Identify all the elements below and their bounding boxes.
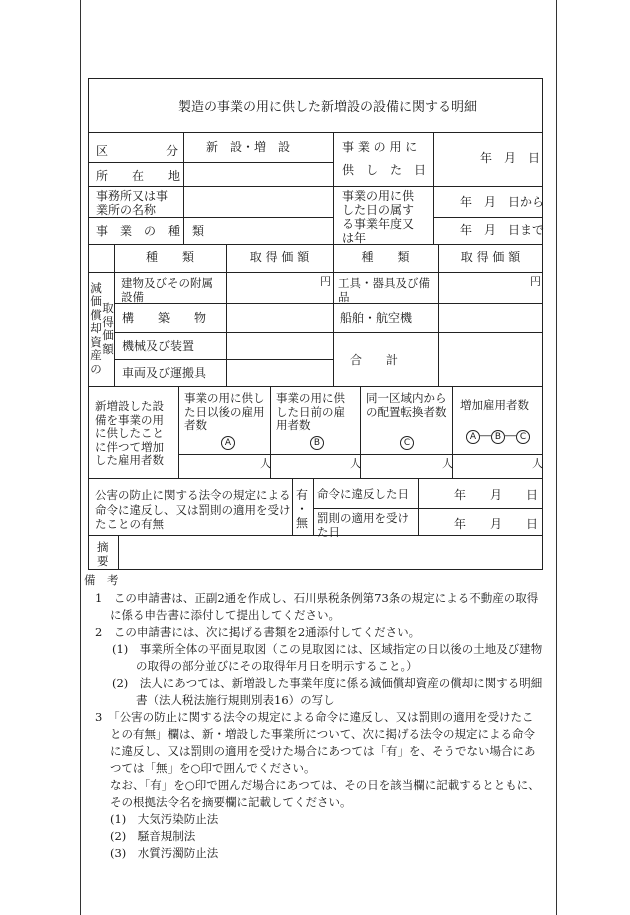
note-line: に違反し、又は罰則の適用を受けた場合にあつては「有」を、そうでない場合にあ <box>110 744 536 758</box>
jimusho-label-2: 業所の名称 <box>96 203 157 217</box>
bun-char: 分 <box>165 144 178 158</box>
meirei-date: 年 月 日 <box>454 488 539 502</box>
note-line: なお、「有」を○印で囲んだ場合にあつては、その日を該当欄に記載するとともに、 <box>110 778 540 792</box>
note-line: 1 この申請書は、正副2通を作成し、石川県税条例第73条の規定による不動産の取得 <box>95 591 539 605</box>
asset-yen-right: 円 <box>530 275 541 288</box>
nendo-label-3: る事業年度又 <box>342 217 415 231</box>
notes-heading: 備 考 <box>84 573 119 587</box>
asset-row-tools-label: 工具・器具及び備品 <box>338 276 430 304</box>
note-line: との有無」欄は、新・増設した事業所について、次に掲げる法令の規定による命令 <box>110 727 536 741</box>
pollution-label: 公害の防止に関する法令の規定による命令に違反し、又は罰則の適用を受けたことの有無 <box>95 488 291 531</box>
asset-row-structure: 構 築 物 <box>122 311 207 325</box>
note-line: の取得の部分並びにその取得年月日を明示すること。） <box>136 659 418 673</box>
mark-b-icon: B <box>310 436 324 450</box>
basoku-label: 罰則の適用を受けた日 <box>317 511 409 539</box>
unit-b: 人 <box>350 457 361 470</box>
formula-b-icon: B <box>491 430 505 444</box>
note-line: 2 この申請書には、次に掲げる書類を2通添付してください。 <box>95 625 421 639</box>
asset-yen-left: 円 <box>320 275 331 288</box>
tekiyou-label: 摘要 <box>97 540 109 568</box>
employment-col-d: 増加雇用者数 <box>460 398 529 412</box>
note-line: に係る申告書に添付して提出してください。 <box>110 608 340 622</box>
shozaichi-label: 所 在 地 <box>96 169 181 183</box>
right-margin-line <box>556 0 557 915</box>
assets-col-kagaku: 取 得 価 額 <box>249 250 310 265</box>
note-line: (1) 大気汚染防止法 <box>110 812 219 826</box>
nendo-label-1: 事業の用に供 <box>342 189 415 203</box>
formula-a-b-c: A ― B ― C <box>466 430 530 444</box>
note-line: (3) 水質汚濁防止法 <box>110 846 219 860</box>
note-line: つては「無」を○印で囲んでください。 <box>110 761 316 775</box>
mark-a-icon: A <box>221 436 235 450</box>
kyou-date: 年 月 日 <box>480 151 541 165</box>
nendo-label-2: した日の属す <box>342 203 415 217</box>
employment-col-a: 事業の用に供した日以後の雇用者数 <box>184 391 265 432</box>
date-from: 年 月 日から <box>460 195 545 209</box>
note-line: 3 「公害の防止に関する法令の規定による命令に違反し、又は罰則の適用を受けたこ <box>95 710 534 724</box>
mark-c-icon: C <box>400 436 414 450</box>
note-line: (2) 騒音規制法 <box>110 829 196 843</box>
asset-row-building <box>121 276 221 304</box>
note-line: (2) 法人にあつては、新増設した事業年度に係る減価償却資産の償却に関する明細 <box>112 676 543 690</box>
unit-d: 人 <box>532 457 543 470</box>
asset-row-vehicle: 車両及び運搬具 <box>122 366 207 380</box>
unit-c: 人 <box>442 457 453 470</box>
note-line: その根拠法令名を摘要欄に記載してください。 <box>110 795 352 809</box>
umu-no: 無 <box>296 516 309 530</box>
jigyou-shurui-label: 事 業 の 種 類 <box>96 224 205 238</box>
basoku-date: 年 月 日 <box>454 517 539 531</box>
asset-row-total: 合 計 <box>350 353 399 367</box>
kubun-char: 区 <box>96 144 109 158</box>
asset-row-ship: 船舶・航空機 <box>340 311 413 325</box>
asset-row-tools <box>338 276 434 304</box>
shinsetsu-zousetsu: 新 設・増 設 <box>206 140 291 154</box>
umu-dot: ・ <box>296 502 309 516</box>
note-line: 書（法人税法施行規則別表16）の写し <box>136 693 335 707</box>
formula-c-icon: C <box>516 430 530 444</box>
kubun-label <box>96 142 178 159</box>
note-line: (1) 事業所全体の平面見取図（この見取図には、区域指定の日以後の土地及び建物 <box>112 642 543 656</box>
umu-yes: 有 <box>296 488 309 502</box>
assets-side-label-2: 取得価額 <box>102 301 114 356</box>
left-margin-line <box>80 0 81 915</box>
asset-row-machine: 機械及び装置 <box>122 339 195 353</box>
assets-col-kagaku-right: 取 得 価 額 <box>460 250 521 265</box>
formula-a-icon: A <box>466 430 480 444</box>
nendo-label-4: は年 <box>342 231 367 245</box>
application-form <box>88 78 543 570</box>
jimusho-label-1: 事務所又は事 <box>96 189 169 203</box>
employment-col-c: 同一区域内からの配置転換者数 <box>366 391 447 419</box>
asset-row-building-label: 建物及びその附属設備 <box>121 276 213 304</box>
jigyou-kyou-label-1: 事 業 の 用 に <box>342 140 418 154</box>
assets-col-shurui: 種 類 <box>145 250 194 265</box>
form-title: 製造の事業の用に供した新増設の設備に関する明細 <box>178 100 478 115</box>
unit-a: 人 <box>260 457 271 470</box>
assets-col-shurui-right: 種 類 <box>361 250 410 265</box>
meirei-label: 命令に違反した日 <box>317 487 409 501</box>
date-to: 年 月 日まで <box>460 223 545 237</box>
employment-label: 新増設した設備を事業の用に供したことに伴つて増加した雇用者数 <box>95 399 164 467</box>
employment-col-b: 事業の用に供した日前の雇用者数 <box>276 391 345 432</box>
assets-side-label: 減価償却資産の <box>90 280 102 376</box>
jigyou-kyou-label-2: 供 し た 日 <box>342 163 427 177</box>
